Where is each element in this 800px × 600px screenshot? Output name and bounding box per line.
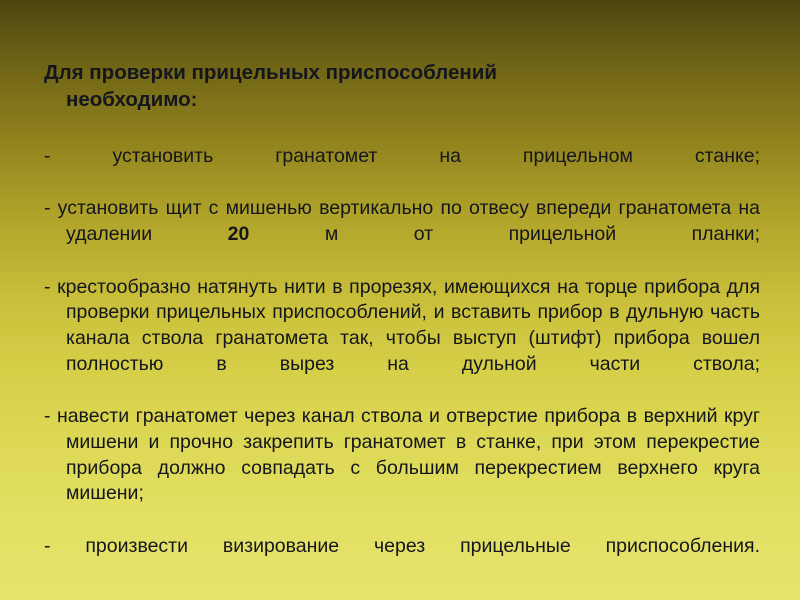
item-sighting: - произвести визирование через прицельные приспособления.	[44, 534, 760, 557]
item-install-shield-text-before: - установить щит с мишенью вертикально по отвесу впереди гранатомета на удалении	[44, 197, 760, 246]
slide-title-line1: Для проверки прицельных приспособлений	[44, 61, 498, 84]
item-install-shield-distance: 20	[227, 223, 250, 246]
slide-title-line2: необходимо:	[66, 87, 198, 111]
item-install-shield-text-after: м от прицельной планки;	[249, 223, 760, 246]
item-install-shield	[44, 196, 760, 273]
slide-content	[44, 60, 760, 586]
item-aim-launcher: - навести гранатомет через канал ствола и отверстие прибора в верхний круг мишени и прочно закрепить гранатомет в станке, при этом перекрестие прибора должно совпадать с большим перекрестием верхнего круга мишени;	[44, 405, 760, 505]
item-install-launcher: - установить гранатомет на прицельном станке;	[44, 144, 760, 167]
slide-title	[44, 60, 760, 140]
item-stretch-threads: - крестообразно натянуть нити в прорезях, имеющихся на торце прибора для проверки прицельных приспособлений, и вставить прибор в дульную часть канала ствола гранатомета так, чтобы выступ (штифт) прибора вошел полностью в вырез на дульной части ствола;	[44, 275, 760, 375]
